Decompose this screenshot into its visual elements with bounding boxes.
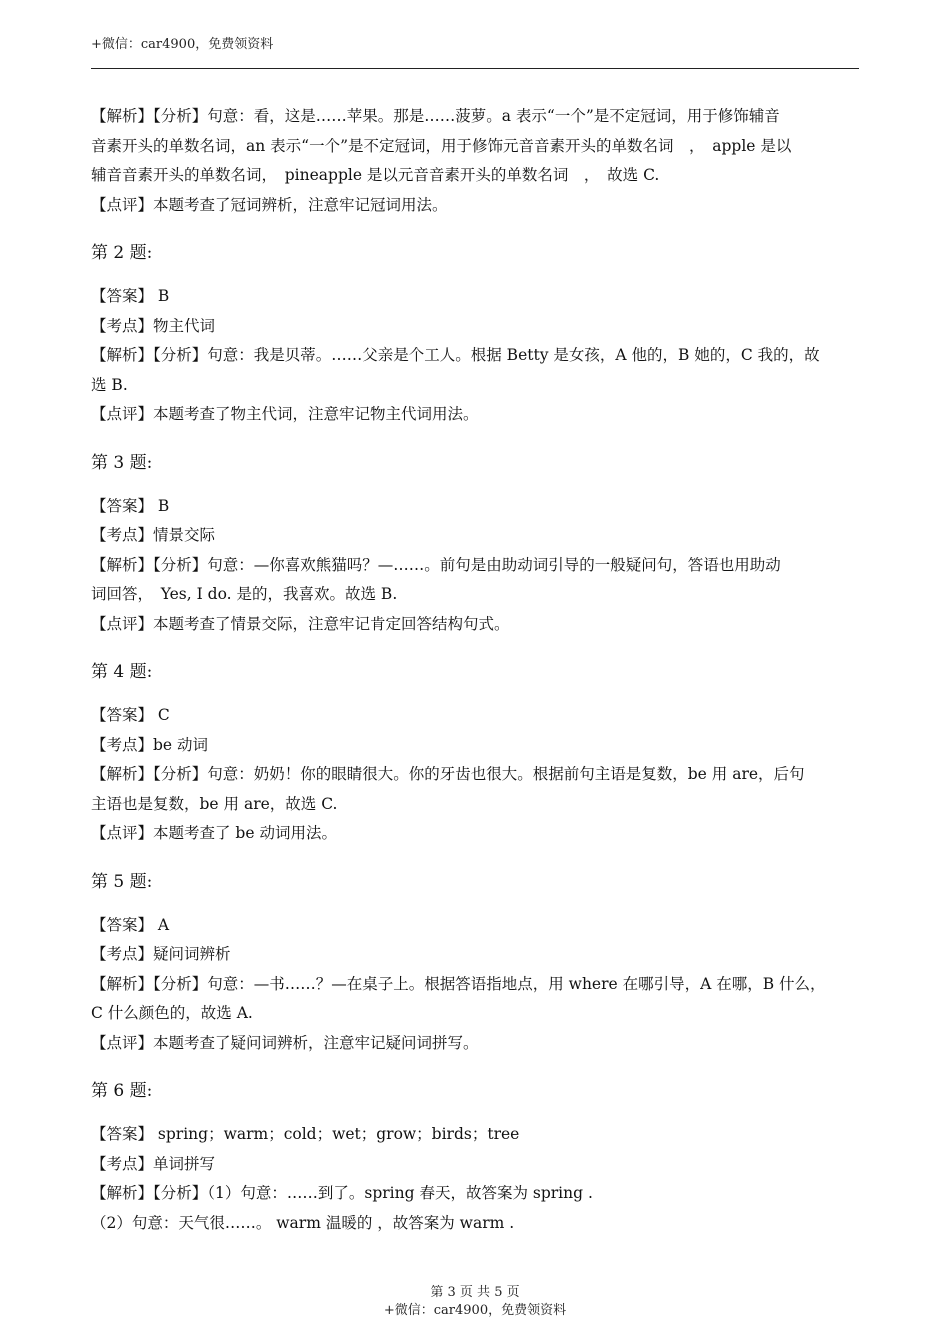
question-1-section bbox=[91, 102, 859, 220]
answer-line: 【答案】 C bbox=[91, 706, 170, 724]
analysis-line-cont: 词回答， Yes, I do. 是的，我喜欢。故选 B. bbox=[91, 585, 398, 603]
answer-line: 【答案】 B bbox=[91, 287, 170, 305]
analysis-line: 【解析】【分析】句意：奶奶！你的眼睛很大。你的牙齿也很大。根据前句主语是复数，be 用 are，后句 bbox=[91, 765, 805, 783]
analysis-line: 【解析】【分析】句意：我是贝蒂。……父亲是个工人。根据 Betty 是女孩，A 他的，B 她的，C 我的，故 bbox=[91, 346, 820, 364]
question-6-section bbox=[91, 1076, 859, 1238]
comment-line: 【点评】本题考查了物主代词，注意牢记物主代词用法。 bbox=[91, 405, 479, 423]
page-number: 第 3 页 共 5 页 bbox=[430, 1285, 520, 1300]
topic-line: 【考点】物主代词 bbox=[91, 316, 216, 335]
question-4-section bbox=[91, 657, 859, 849]
page-footer: +微信：car4900，免费领资料 bbox=[383, 1303, 567, 1318]
analysis-line-cont: 主语也是复数，be 用 are，故选 C. bbox=[91, 794, 338, 813]
analysis-line: 【解析】【分析】句意：—书……？—在桌子上。根据答语指地点，用 where 在哪引导，A 在哪，B 什么， bbox=[91, 974, 826, 993]
document-body bbox=[91, 102, 859, 1238]
question-title: 第 3 题: bbox=[91, 452, 153, 473]
topic-line: 【考点】单词拼写 bbox=[91, 1154, 216, 1173]
analysis-line: 【解析】【分析】（1）句意：……到了。spring 春天，故答案为 spring . bbox=[91, 1184, 593, 1202]
topic-line: 【考点】be 动词 bbox=[91, 735, 209, 754]
question-title: 第 6 题: bbox=[91, 1081, 153, 1101]
comment-line: 【点评】本题考查了疑问词辨析，注意牢记疑问词拼写。 bbox=[91, 1033, 479, 1052]
q1-line-4: 【点评】本题考查了冠词辨析，注意牢记冠词用法。 bbox=[91, 195, 448, 214]
answer-line: 【答案】 B bbox=[91, 496, 170, 515]
answer-line: 【答案】 spring；warm；cold；wet；grow；birds；tree bbox=[91, 1125, 520, 1143]
analysis-line: 【解析】【分析】句意：—你喜欢熊猫吗？—……。前句是由助动词引导的一般疑问句，答语也用助动 bbox=[91, 555, 781, 574]
topic-line: 【考点】情景交际 bbox=[91, 526, 216, 544]
page-header: +微信：car4900，免费领资料 bbox=[91, 37, 274, 52]
analysis-line-cont: （2）句意：天气很……。 warm 温暖的 ，故答案为 warm . bbox=[91, 1213, 515, 1232]
answer-line: 【答案】 A bbox=[91, 915, 170, 934]
question-2-section bbox=[91, 238, 859, 430]
q1-line-1: 【解析】【分析】句意：看，这是……苹果。那是……菠萝。a 表示“一个”是不定冠词，用于修饰辅音 bbox=[91, 107, 780, 125]
question-title: 第 4 题: bbox=[91, 662, 153, 682]
question-5-section bbox=[91, 867, 859, 1059]
analysis-line-cont: C 什么颜色的，故选 A. bbox=[91, 1004, 253, 1022]
question-3-section bbox=[91, 448, 859, 640]
question-title: 第 2 题: bbox=[91, 243, 153, 263]
q1-line-2: 音素开头的单数名词，an 表示“一个”是不定冠词，用于修饰元音音素开头的单数名词 ， apple 是以 bbox=[91, 136, 792, 155]
comment-line: 【点评】本题考查了 be 动词用法。 bbox=[91, 824, 337, 842]
header-divider bbox=[91, 68, 859, 69]
question-title: 第 5 题: bbox=[91, 871, 153, 892]
topic-line: 【考点】疑问词辨析 bbox=[91, 945, 231, 963]
analysis-line-cont: 选 B. bbox=[91, 375, 128, 394]
q1-line-3: 辅音音素开头的单数名词， pineapple 是以元音音素开头的单数名词 ， 故选 C. bbox=[91, 166, 660, 184]
comment-line: 【点评】本题考查了情景交际，注意牢记肯定回答结构句式。 bbox=[91, 614, 510, 633]
